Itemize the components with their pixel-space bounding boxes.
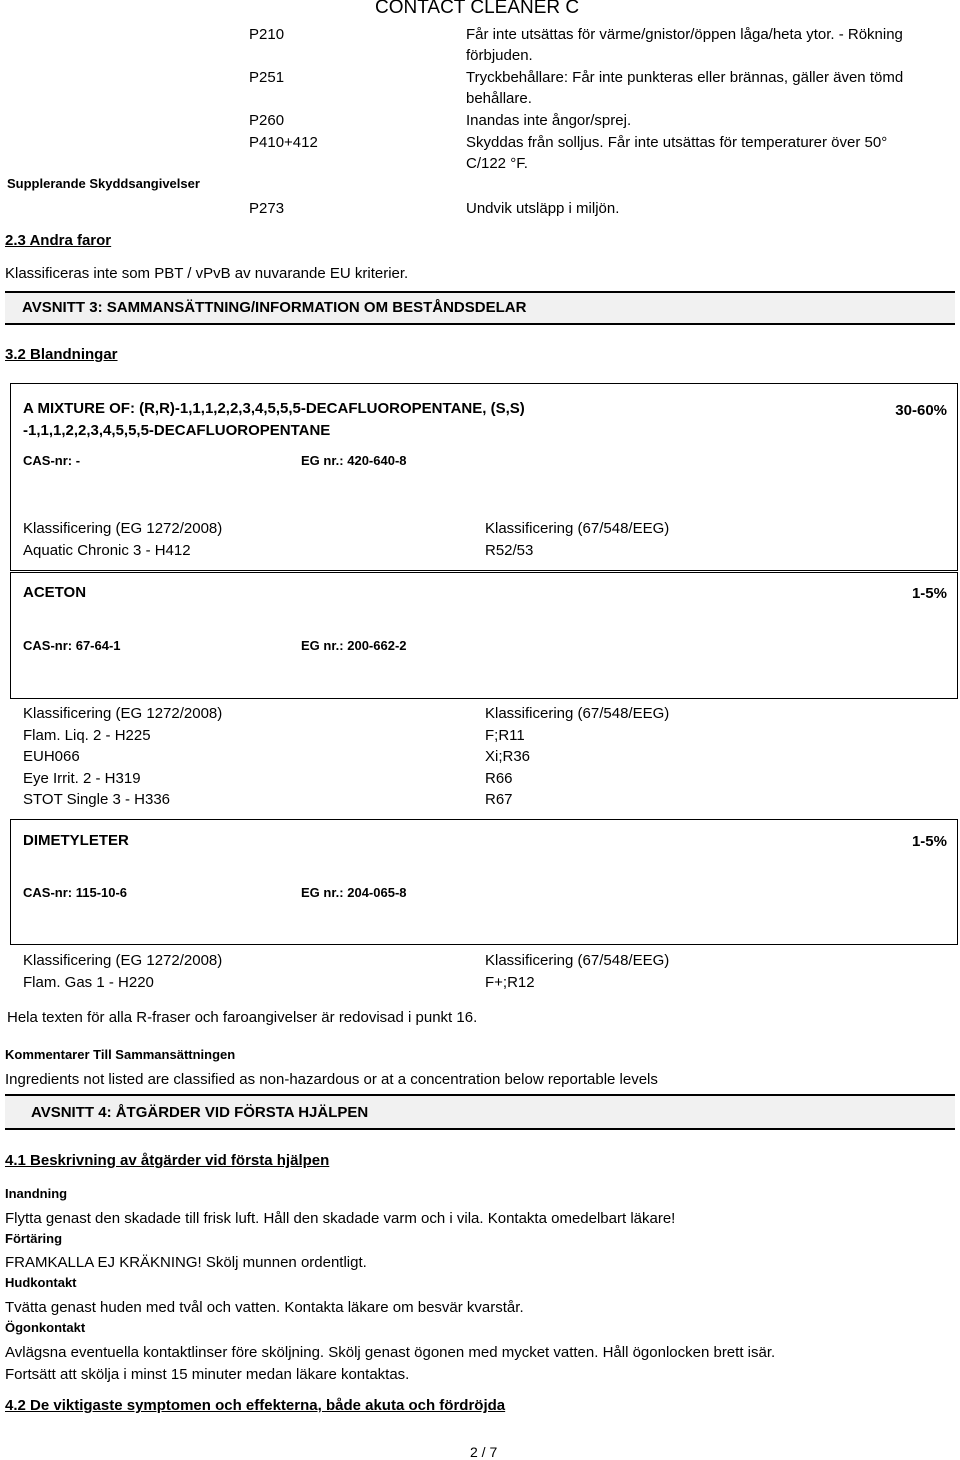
p-text-line: behållare. <box>466 90 532 107</box>
section-3-title: AVSNITT 3: SAMMANSÄTTNING/INFORMATION OM BESTÅNDSDELAR <box>22 299 527 316</box>
component-percent: 1-5% <box>911 585 947 602</box>
cas-number: CAS-nr: 115-10-6 <box>23 885 128 900</box>
p-text-line: Får inte utsättas för värme/gnistor/öppen låga/heta ytor. - Rökning <box>466 26 903 43</box>
p-text-line: C/122 °F. <box>466 155 528 172</box>
clp-line: Klassificering (EG 1272/2008) <box>23 520 223 537</box>
component-percent: 30-60% <box>895 402 947 419</box>
subsection-4-1-heading: 4.1 Beskrivning av åtgärder vid första hjälpen <box>5 1152 330 1169</box>
dsd-line: Klassificering (67/548/EEG) <box>485 952 670 969</box>
first-aid-text-skin: Tvätta genast huden med tvål och vatten. Kontakta läkare om besvär kvarstår. <box>5 1299 524 1316</box>
first-aid-label-inhalation: Inandning <box>5 1186 68 1201</box>
comment-text: Ingredients not listed are classified as non-hazardous or at a concentration below reportable levels <box>5 1071 658 1088</box>
eg-number: EG nr.: 200-662-2 <box>301 638 407 653</box>
page-number: 2 / 7 <box>470 1444 498 1460</box>
component-box <box>10 819 958 945</box>
dsd-line: Klassificering (67/548/EEG) <box>485 705 670 722</box>
clp-classification <box>23 950 222 993</box>
p-code: P260 <box>249 112 285 129</box>
dsd-line: Klassificering (67/548/EEG) <box>485 520 670 537</box>
component-name: ACETON <box>23 584 87 601</box>
clp-line: Klassificering (EG 1272/2008) <box>23 952 223 969</box>
dsd-line: Xi;R36 <box>485 748 531 765</box>
section-2-3-text: Klassificeras inte som PBT / vPvB av nuvarande EU kriterier. <box>5 265 409 282</box>
clp-line: EUH066 <box>23 748 80 765</box>
section-2-3-heading: 2.3 Andra faror <box>5 232 112 249</box>
clp-line: STOT Single 3 - H336 <box>23 791 171 808</box>
subsection-3-2-heading: 3.2 Blandningar <box>5 346 118 363</box>
eg-number: EG nr.: 204-065-8 <box>301 885 407 900</box>
dsd-line: R67 <box>485 791 513 808</box>
first-aid-text-ingestion: FRAMKALLA EJ KRÄKNING! Skölj munnen ordentligt. <box>5 1254 367 1271</box>
clp-line: Klassificering (EG 1272/2008) <box>23 705 223 722</box>
clp-line: Aquatic Chronic 3 - H412 <box>23 541 191 559</box>
component-name: DIMETYLETER <box>23 832 129 849</box>
section-4-bar <box>5 1094 955 1130</box>
cas-number: CAS-nr: 67-64-1 <box>23 638 121 653</box>
dsd-line: F+;R12 <box>485 973 535 991</box>
clp-line: Flam. Gas 1 - H220 <box>23 973 154 991</box>
first-aid-text-eyes: Avlägsna eventuella kontaktlinser före sköljning. Skölj genast ögonen med mycket vatten. Håll ögonlocken brett isär. <box>5 1344 776 1361</box>
p-code: P273 <box>249 200 285 217</box>
p-text-line: förbjuden. <box>466 47 533 64</box>
first-aid-label-ingestion: Förtäring <box>5 1231 63 1246</box>
clp-line: Flam. Liq. 2 - H225 <box>23 726 151 744</box>
section-3-bar <box>5 291 955 325</box>
clp-classification <box>23 703 222 811</box>
cas-number: CAS-nr: - <box>23 453 81 468</box>
first-aid-text-eyes: Fortsätt att skölja i minst 15 minuter medan läkare kontaktas. <box>5 1366 410 1383</box>
p-text-line: Skyddas från solljus. Får inte utsättas för temperaturer över 50° <box>466 134 888 151</box>
component-box <box>10 572 958 699</box>
supplementary-label: Supplerande Skyddsangivelser <box>7 176 200 191</box>
p-text-line: Inandas inte ångor/sprej. <box>466 112 632 129</box>
p-code: P251 <box>249 69 285 86</box>
section-4-title: AVSNITT 4: ÅTGÄRDER VID FÖRSTA HJÄLPEN <box>31 1104 369 1121</box>
first-aid-label-skin: Hudkontakt <box>5 1275 77 1290</box>
p-text-line: Undvik utsläpp i miljön. <box>466 200 620 217</box>
component-name <box>23 398 525 442</box>
component-percent: 1-5% <box>911 833 947 850</box>
dsd-classification <box>485 518 669 561</box>
document-title: CONTACT CLEANER C <box>375 0 580 18</box>
component-name-line: A MIXTURE OF: (R,R)-1,1,1,2,2,3,4,5,5,5-DECAFLUOROPENTANE, (S,S) <box>23 400 525 417</box>
clp-line: Eye Irrit. 2 - H319 <box>23 769 141 787</box>
dsd-classification <box>485 703 669 811</box>
first-aid-label-eyes: Ögonkontakt <box>5 1320 86 1335</box>
dsd-classification <box>485 950 669 993</box>
eg-number: EG nr.: 420-640-8 <box>301 453 407 468</box>
dsd-line: R52/53 <box>485 541 534 559</box>
component-name-line: -1,1,1,2,2,3,4,5,5,5-DECAFLUOROPENTANE <box>23 422 331 439</box>
p-code: P210 <box>249 26 285 43</box>
comment-heading: Kommentarer Till Sammansättningen <box>5 1047 236 1062</box>
clp-classification <box>23 518 222 561</box>
subsection-4-2-heading: 4.2 De viktigaste symptomen och effekterna, både akuta och fördröjda <box>5 1397 506 1414</box>
first-aid-text-inhalation: Flytta genast den skadade till frisk luft. Håll den skadade varm och i vila. Kontakta omedelbart läkare! <box>5 1210 676 1227</box>
p-code: P410+412 <box>249 134 318 151</box>
r-phrase-note: Hela texten för alla R-fraser och faroangivelser är redovisad i punkt 16. <box>7 1009 478 1026</box>
p-text-line: Tryckbehållare: Får inte punkteras eller brännas, gäller även tömd <box>466 69 904 86</box>
dsd-line: R66 <box>485 769 513 787</box>
dsd-line: F;R11 <box>485 726 525 744</box>
